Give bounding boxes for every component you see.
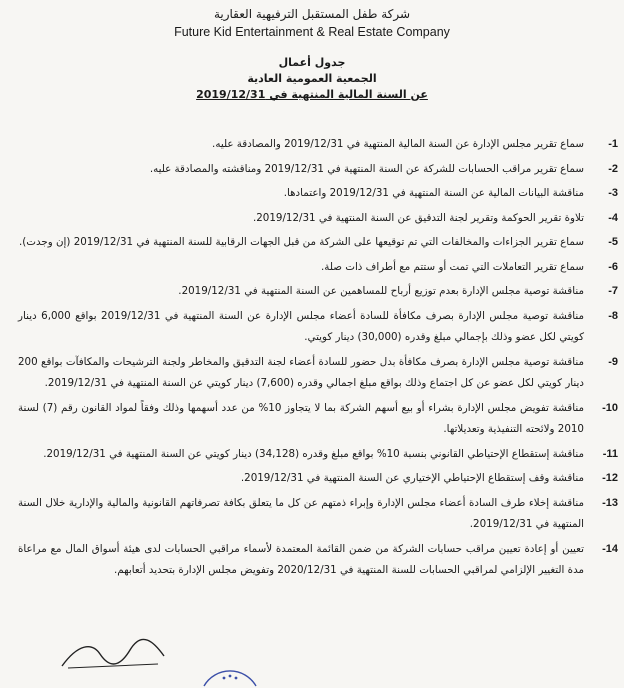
agenda-item-text: مناقشة توصية مجلس الإدارة بصرف مكافأة للسادة أعضاء مجلس الإدارة عن السنة المنتهية في 2019/12/31 بواقع 6,000 دينار كويتي لكل عضو وذلك بإجمالي مبلغ وقدره (30,000) دينار كويتي. <box>18 309 585 343</box>
agenda-item-text: مناقشة البيانات المالية عن السنة المنتهية في 2019/12/31 واعتمادها. <box>283 187 584 199</box>
agenda-item-number: -10 <box>602 401 618 414</box>
agenda-item-number: -3 <box>608 187 618 199</box>
agenda-item-number: -7 <box>608 285 618 297</box>
agenda-item <box>0 352 624 395</box>
signature-image <box>58 636 168 672</box>
agenda-list <box>0 134 624 585</box>
agenda-item-number: -5 <box>608 236 618 248</box>
agenda-item <box>0 159 624 181</box>
agenda-item <box>0 281 624 303</box>
agenda-item <box>0 539 624 582</box>
letterhead <box>0 0 624 41</box>
agenda-item-text: مناقشة توصية مجلس الإدارة بصرف مكافأة بدل حضور للسادة أعضاء لجنة التدقيق والمخاطر ولجنة الترشيحات والمكافآت بواقع 200 دينار كويتي لكل عضو عن كل اجتماع وذلك بواقع مبلغ اجمالي وقدره (7,600) دينار كويتي عن السنة المنتهية في 2019/12/31. <box>18 355 584 389</box>
agenda-item-text: تعيين أو إعادة تعيين مراقب حسابات الشركة من ضمن القائمة المعتمدة لأسماء مراقبي الحسابات لدى هيئة أسواق المال مع مراعاة مدة التغيير الإلزامي لمراقبي الحسابات للسنة المنتهية في 2020/12/31 وتفويض مجلس الإدارة بتحديد أتعابهم. <box>18 542 584 576</box>
agenda-item-text: سماع تقرير مجلس الإدارة عن السنة المالية المنتهية في 2019/12/31 والمصادقة عليه. <box>212 138 584 150</box>
agenda-item-text: مناقشة إستقطاع الإحتياطي القانوني بنسبة 10% بواقع مبلغ وقدره (34,128) دينار كويتي عن السنة المنتهية في 2019/12/31. <box>43 447 584 460</box>
agenda-item-number: -1 <box>608 138 618 150</box>
company-name-english: Future Kid Entertainment & Real Estate Company <box>174 25 450 39</box>
agenda-item <box>0 306 624 349</box>
agenda-item <box>0 183 624 205</box>
agenda-item-text: مناقشة وقف إستقطاع الإحتياطي الإختياري عن السنة المنتهية في 2019/12/31. <box>240 472 584 484</box>
agenda-item <box>0 134 624 156</box>
agenda-item-text: سماع تقرير التعاملات التي تمت أو ستتم مع أطراف ذات صلة. <box>321 260 584 273</box>
agenda-item <box>0 257 624 279</box>
agenda-item-number: -2 <box>608 162 618 175</box>
agenda-item-number: -8 <box>608 309 618 322</box>
document-title-block <box>0 55 624 103</box>
agenda-item <box>0 444 624 466</box>
agenda-item-text: مناقشة إخلاء طرف السادة أعضاء مجلس الإدارة وإبراء ذمتهم عن كل ما يتعلق بكافة تصرفاتهم القانونية والمالية والإدارية خلال السنة المنتهية في 2019/12/31. <box>18 496 584 530</box>
agenda-item-number: -4 <box>608 211 618 224</box>
agenda-item <box>0 232 624 254</box>
agenda-item-number: -12 <box>602 472 618 484</box>
company-name-arabic: شركة طفل المستقبل الترفيهية العقارية <box>213 7 411 21</box>
agenda-item <box>0 493 624 536</box>
agenda-item-number: -9 <box>608 355 618 368</box>
agenda-item-text: سماع تقرير مراقب الحسابات للشركة عن السنة المنتهية في 2019/12/31 ومناقشته والمصادقة عليه. <box>149 162 584 175</box>
agenda-item <box>0 398 624 441</box>
agenda-item-number: -13 <box>602 496 618 509</box>
agenda-item-number: -14 <box>602 542 618 555</box>
agenda-item <box>0 468 624 490</box>
agenda-item-text: سماع تقرير الجزاءات والمخالفات التي تم توقيعها على الشركة من قبل الجهات الرقابية للسنة المنتهية في 2019/12/31 (إن وجدت). <box>18 236 584 248</box>
title-general-assembly: الجمعية العمومية العادية <box>247 72 377 85</box>
agenda-item-text: مناقشة توصية مجلس الإدارة بعدم توزيع أرباح للمساهمين عن السنة المنتهية في 2019/12/31. <box>178 285 584 297</box>
agenda-item <box>0 208 624 230</box>
agenda-item-text: مناقشة تفويض مجلس الإدارة بشراء أو بيع أسهم الشركة بما لا يتجاوز 10% من عدد أسهمها وذلك وفقاً لمواد القانون رقم (7) لسنة 2010 ولائحته التنفيذية وتعديلاتها. <box>18 401 584 435</box>
stamp-image <box>200 648 260 688</box>
title-agenda: جدول أعمال <box>278 56 346 69</box>
agenda-item-number: -11 <box>602 447 618 460</box>
agenda-item-text: تلاوة تقرير الحوكمة وتقرير لجنة التدقيق عن السنة المنتهية في 2019/12/31. <box>252 211 584 224</box>
title-fiscal-year: عن السنة المالية المنتهية في 2019/12/31 <box>196 88 428 101</box>
agenda-item-number: -6 <box>608 260 618 273</box>
